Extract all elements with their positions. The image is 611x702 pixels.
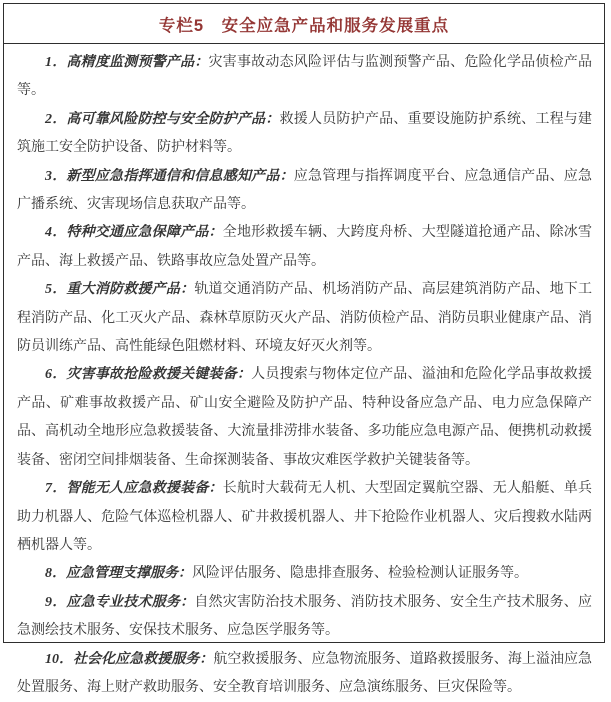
item-category: 新型应急指挥通信和信息感知产品： [66,168,294,184]
item-description: 长航时大载荷无人机、大型固定翼航空器、无人船艇、单兵助力机器人、危险气体巡检机器人、矿井救援机器人、井下抢险作业机器人、灾后搜救水陆两栖机器人等。 [17,481,593,553]
item-description: 航空救援服务、应急物流服务、道路救援服务、海上溢油应急处置服务、海上财产救助服务、安全教育培训服务、应急演练服务、巨灾保险等。 [17,651,593,695]
list-item [17,589,592,646]
list-item [17,475,592,560]
item-number: 8． [45,566,66,582]
item-description: 应急管理与指挥调度平台、应急通信产品、应急广播系统、灾害现场信息获取产品等。 [17,168,593,213]
item-description: 灾害事故动态风险评估与监测预警产品、危险化学品侦检产品等。 [17,55,593,99]
item-category: 社会化应急救援服务： [73,651,214,667]
special-column-box [3,3,605,695]
item-category: 应急管理支撑服务： [66,566,192,582]
item-number: 2． [45,111,67,127]
item-category: 特种交通应急保障产品： [66,225,223,241]
item-category: 应急专业技术服务： [66,594,195,610]
item-description: 人员搜索与物体定位产品、溢油和危险化学品事故救援产品、矿难事故救援产品、矿山安全避险及防护产品、特种设备应急产品、电力应急保障产品、高机动全地形应急救援装备、大流量排涝排水装备、多功能应急电源产品、便携机动救援装备、密闭空间排烟装备、生命探测装备、事故灾难医学救护关键装备等。 [17,367,593,468]
item-number: 1． [45,55,67,70]
list-item [17,276,592,361]
list-item [17,163,592,220]
item-category: 灾害事故抢险救援关键装备： [66,367,252,383]
box-body [4,44,604,702]
item-description: 自然灾害防治技术服务、消防技术服务、安全生产技术服务、应急测绘技术服务、安保技术服务、应急医学服务等。 [17,594,593,639]
item-number: 3． [45,168,67,184]
item-number: 4． [45,225,67,241]
item-number: 7． [45,481,67,497]
list-item [17,646,592,702]
item-number: 9． [45,594,67,610]
item-description: 救援人员防护产品、重要设施防护系统、工程与建筑施工安全防护设备、防护材料等。 [17,111,593,156]
item-description: 全地形救援车辆、大跨度舟桥、大型隧道抢通产品、除冰雪产品、海上救援产品、铁路事故应急处置产品等。 [17,225,593,269]
item-category: 高精度监测预警产品： [66,55,209,70]
item-category: 高可靠风险防控与安全防护产品： [66,111,280,127]
item-category: 重大消防救援产品： [66,282,195,298]
list-item [17,49,592,106]
list-item [17,219,592,276]
list-item [17,560,592,588]
box-title: 专栏5 安全应急产品和服务发展重点 [4,4,604,44]
list-item [17,361,592,475]
item-description: 轨道交通消防产品、机场消防产品、高层建筑消防产品、地下工程消防产品、化工灭火产品、森林草原防灭火产品、消防侦检产品、消防员职业健康产品、消防员训练产品、高性能绿色阻燃材料、环境友好灭火剂等。 [17,282,593,355]
item-number: 5． [45,282,67,298]
item-number: 6． [45,367,67,383]
item-number: 10． [45,651,74,667]
item-category: 智能无人应急救援装备： [66,481,223,497]
list-item [17,106,592,163]
item-description: 风险评估服务、隐患排查服务、检验检测认证服务等。 [192,566,528,582]
